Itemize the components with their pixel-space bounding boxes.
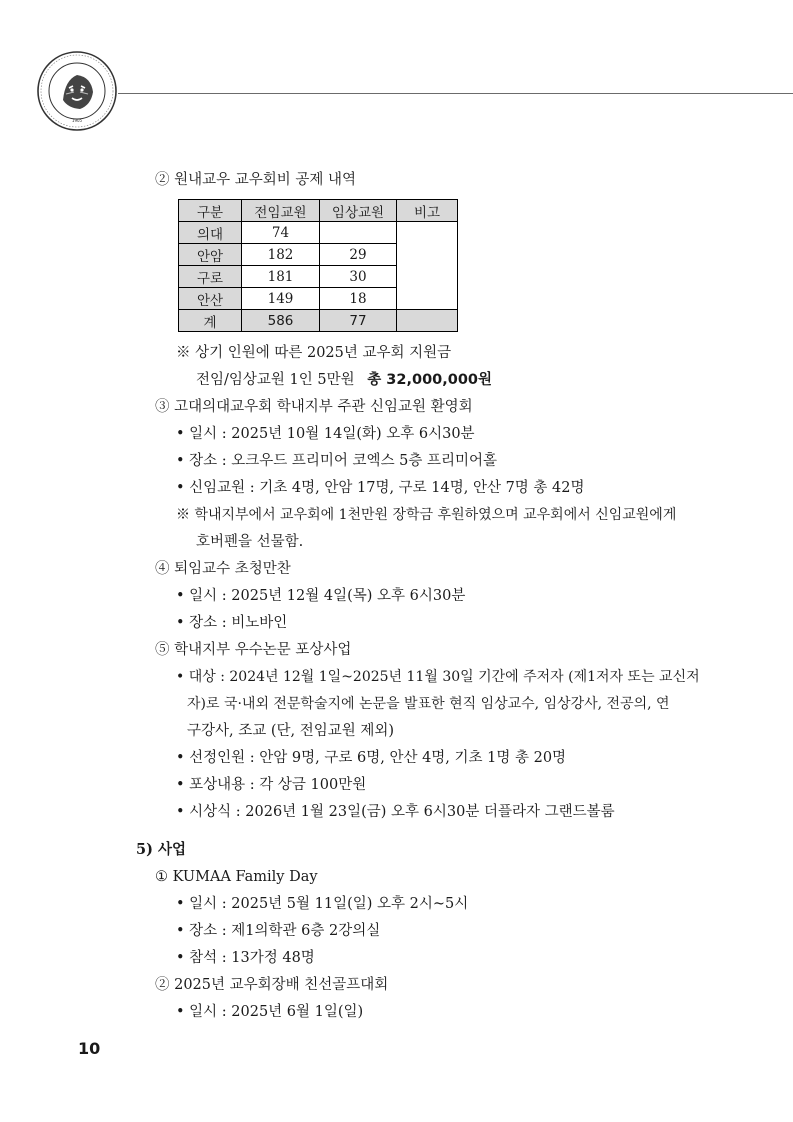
- section-title-golf: ② 2025년 교우회장배 친선골프대회: [155, 977, 389, 993]
- list-item: • 선정인원 : 안암 9명, 구로 6명, 안산 4명, 기초 1명 총 20명: [176, 750, 567, 766]
- section-title-paper-award: ⑤ 학내지부 우수논문 포상사업: [155, 642, 352, 658]
- svg-text:1905: 1905: [71, 118, 83, 123]
- table-row-label: 의대: [179, 222, 242, 244]
- note-scholarship: ※ 학내지부에서 교우회에 1천만원 장학금 후원하였으며 교우회에서 신임교원에게: [176, 507, 677, 523]
- remarks-cell: [397, 222, 458, 310]
- alumni-association-seal-logo: [36, 50, 118, 132]
- table-header-row: [179, 200, 458, 222]
- section-title-deduction: ② 원내교우 교우회비 공제 내역: [155, 172, 357, 188]
- list-item: • 참석 : 13가정 48명: [176, 950, 315, 966]
- list-item-cont: 구강사, 조교 (단, 전임교원 제외): [187, 723, 395, 739]
- table-header-cell: 구분: [179, 200, 242, 222]
- section-title-retirement: ④ 퇴임교수 초청만찬: [155, 561, 291, 577]
- table-total-label: 계: [179, 310, 242, 332]
- list-item: • 일시 : 2025년 10월 14일(화) 오후 6시30분: [176, 426, 475, 442]
- table-cell: 30: [320, 266, 397, 288]
- note-scholarship-cont: 호버펜을 선물함.: [196, 534, 304, 550]
- page-number: 10: [78, 1039, 101, 1058]
- list-item: • 장소 : 제1의학관 6층 2강의실: [176, 923, 381, 939]
- list-item: • 포상내용 : 각 상금 100만원: [176, 777, 367, 793]
- table-cell: 29: [320, 244, 397, 266]
- table-cell: 18: [320, 288, 397, 310]
- table-cell: 149: [242, 288, 320, 310]
- table-cell: 74: [242, 222, 320, 244]
- list-item: • 신임교원 : 기초 4명, 안암 17명, 구로 14명, 안산 7명 총 42명: [176, 480, 585, 496]
- note-subsidy-rate: 전임/임상교원 1인 5만원: [196, 372, 355, 388]
- list-item: • 대상 : 2024년 12월 1일~2025년 11월 30일 기간에 주저자 (제1저자 또는 교신저: [176, 669, 700, 685]
- membership-fee-table: [178, 199, 458, 332]
- list-item: • 일시 : 2025년 5월 11일(일) 오후 2시~5시: [176, 896, 469, 912]
- list-item-cont: 자)로 국·내외 전문학술지에 논문을 발표한 현직 임상교수, 임상강사, 전공의, 연: [187, 696, 670, 712]
- header-rule: [118, 93, 793, 94]
- section-title-welcome: ③ 고대의대교우회 학내지부 주관 신임교원 환영회: [155, 399, 473, 415]
- list-item: • 시상식 : 2026년 1월 23일(금) 오후 6시30분 더플라자 그랜드볼룸: [176, 804, 615, 820]
- table-row: [179, 222, 458, 244]
- table-total-cell: 77: [320, 310, 397, 332]
- section-title-family-day: ① KUMAA Family Day: [155, 869, 318, 885]
- note-subsidy-total: 총 32,000,000원: [367, 372, 493, 388]
- table-header-cell: 비고: [397, 200, 458, 222]
- list-item: • 장소 : 오크우드 프리미어 코엑스 5층 프리미어홀: [176, 453, 498, 469]
- list-item: • 일시 : 2025년 6월 1일(일): [176, 1004, 364, 1020]
- section-heading-projects: 5) 사업: [136, 841, 187, 858]
- table-total-row: [179, 310, 458, 332]
- list-item: • 일시 : 2025년 12월 4일(목) 오후 6시30분: [176, 588, 466, 604]
- table-row-label: 구로: [179, 266, 242, 288]
- table-row-label: 안산: [179, 288, 242, 310]
- note-subsidy-detail: [196, 370, 492, 390]
- table-total-cell: 586: [242, 310, 320, 332]
- table-cell: 182: [242, 244, 320, 266]
- table-header-cell: 전임교원: [242, 200, 320, 222]
- table-total-cell: [397, 310, 458, 332]
- table-cell: 181: [242, 266, 320, 288]
- list-item: • 장소 : 비노바인: [176, 615, 288, 631]
- note-subsidy: ※ 상기 인원에 따른 2025년 교우회 지원금: [176, 345, 452, 361]
- table-header-cell: 임상교원: [320, 200, 397, 222]
- table-row-label: 안암: [179, 244, 242, 266]
- table-cell: [320, 222, 397, 244]
